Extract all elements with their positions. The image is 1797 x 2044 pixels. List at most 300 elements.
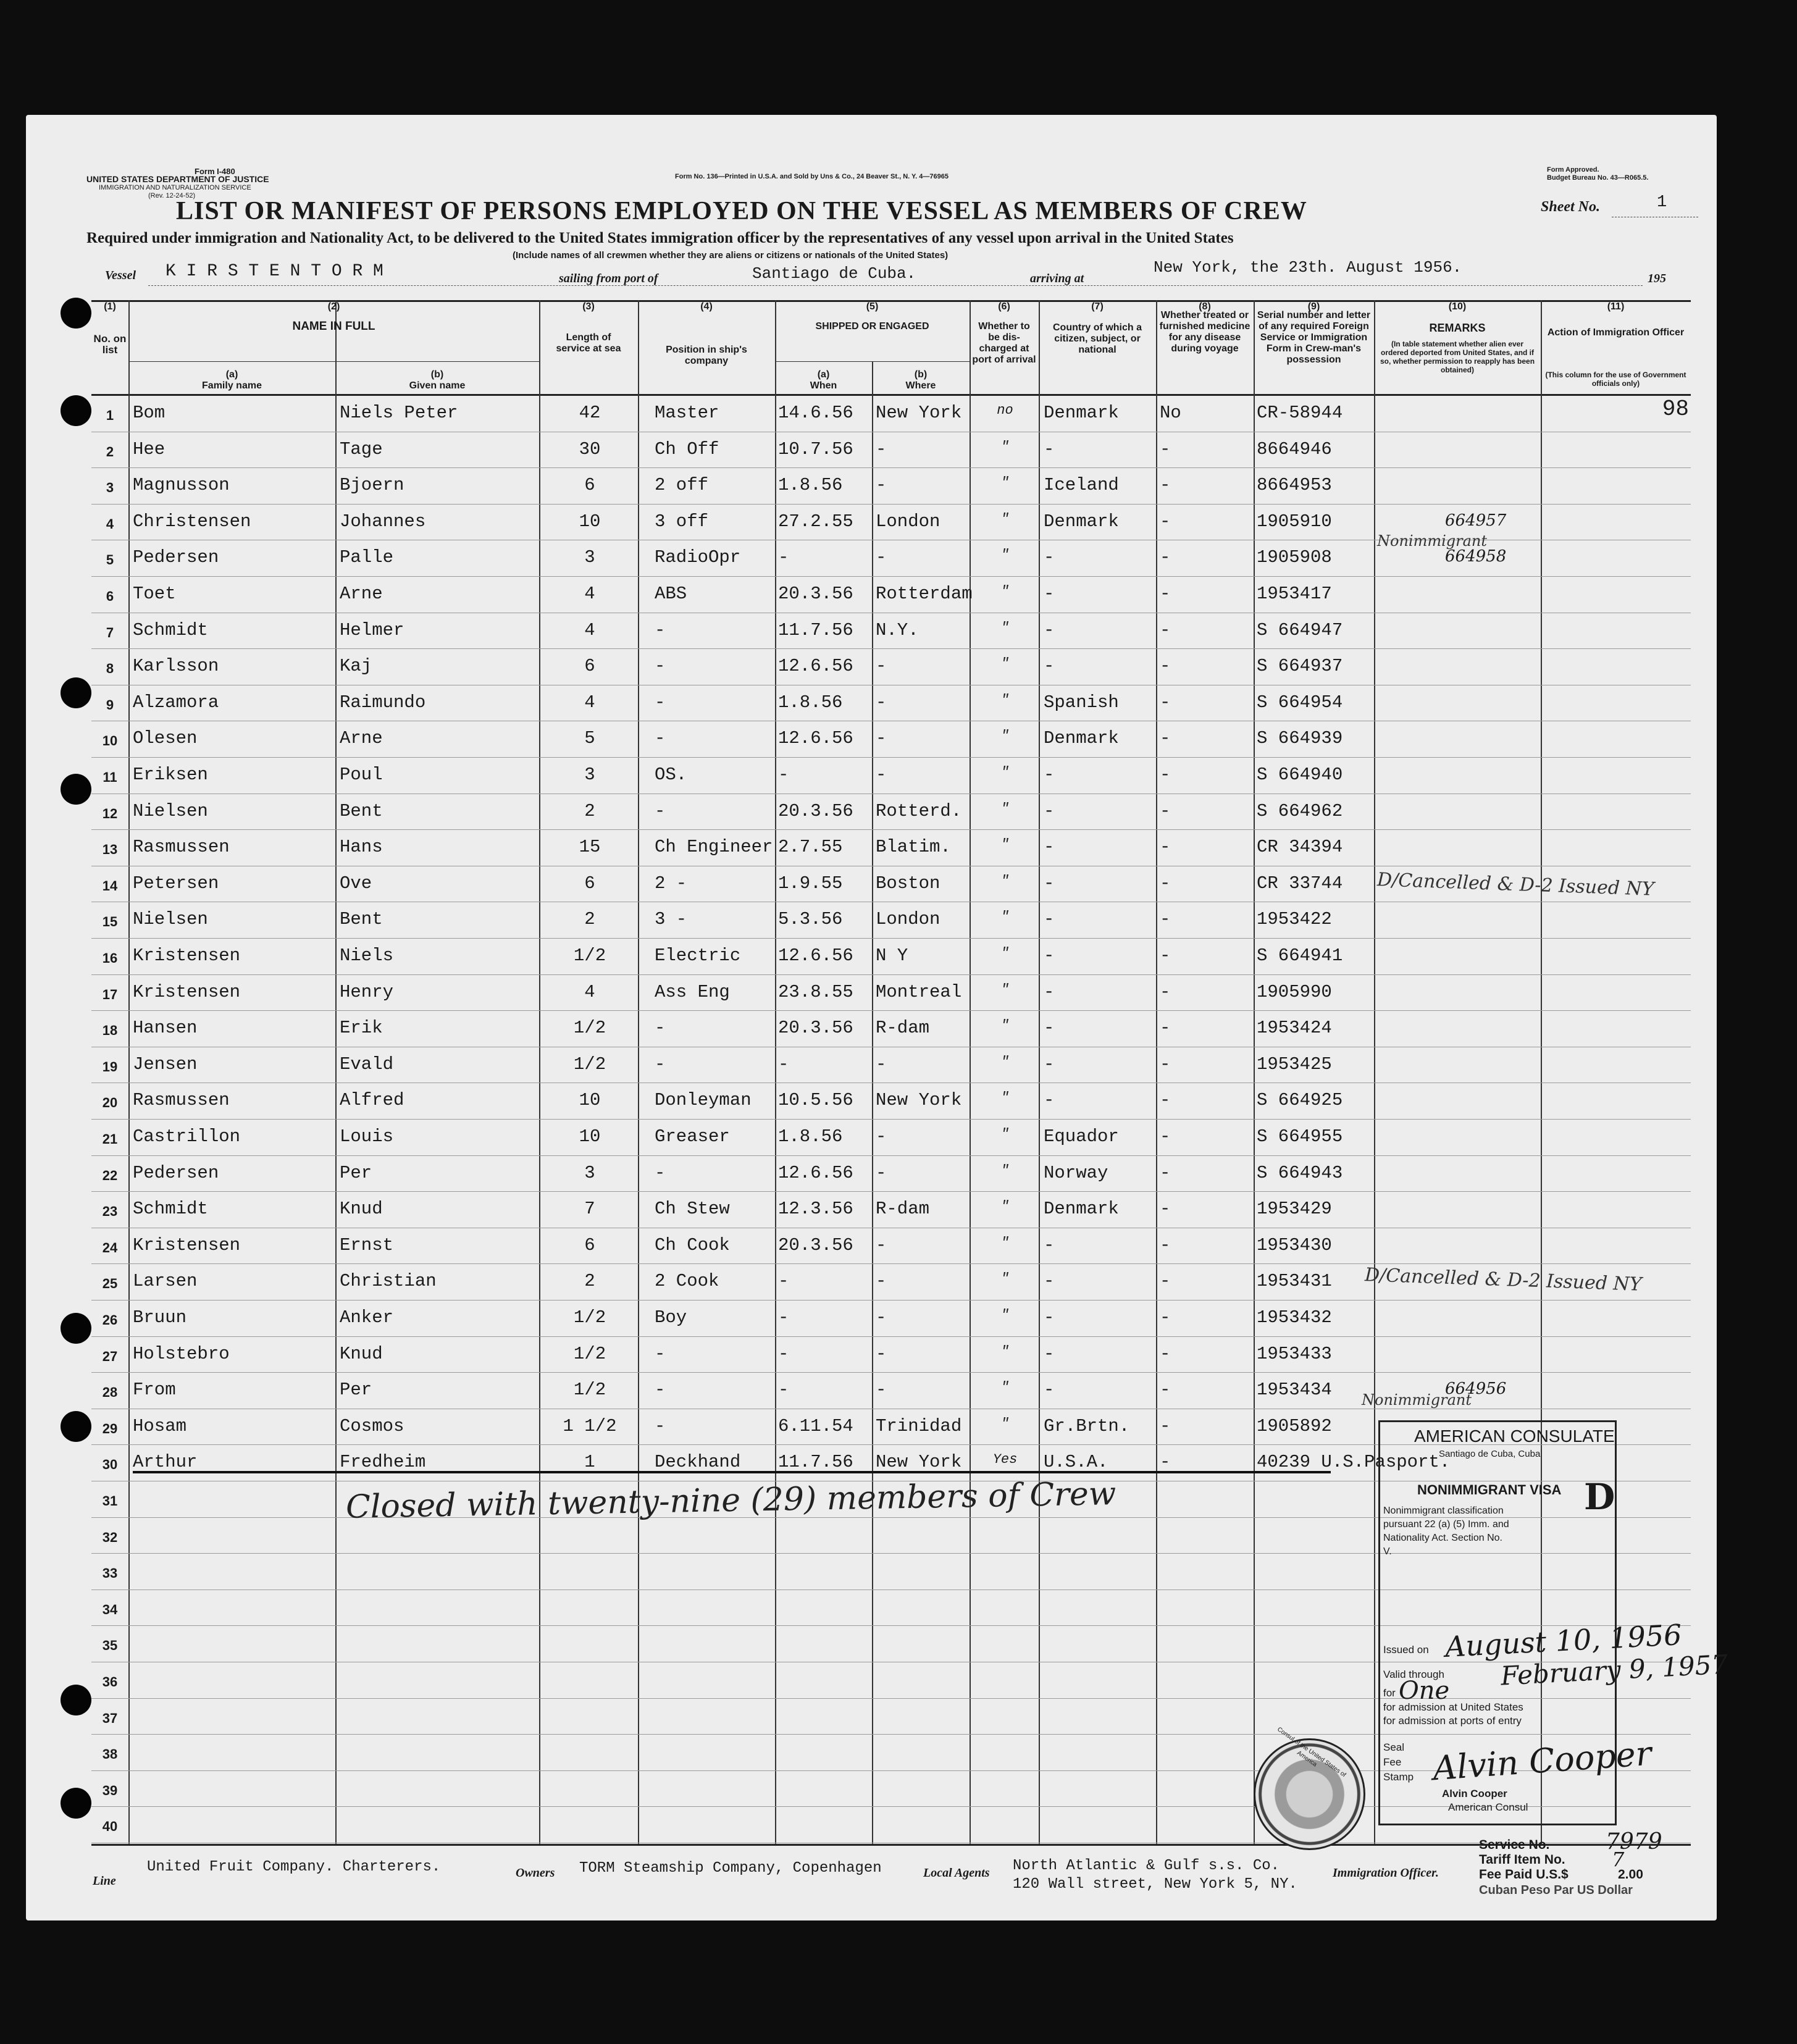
cell-service: 6 (584, 873, 595, 894)
cell-family: Christensen (133, 511, 251, 532)
cell-service: 10 (579, 1090, 601, 1111)
cell-disch: " (1000, 728, 1010, 744)
cell-position: Ch Engineer (655, 837, 773, 858)
row-number: 34 (102, 1601, 118, 1617)
cell-position: - (655, 1415, 666, 1436)
row-rule (91, 467, 1691, 468)
cell-when: 11.7.56 (778, 619, 853, 640)
cell-family: Larsen (133, 1271, 198, 1292)
punch-hole (61, 1788, 91, 1819)
row-number: 13 (102, 842, 118, 858)
cell-med: - (1160, 1126, 1171, 1147)
stamp-admission-ports: for admission at ports of entry (1383, 1715, 1522, 1727)
cell-serial: 8664946 (1257, 438, 1332, 459)
col-10-number: (10) (1448, 301, 1467, 312)
col-5-header: SHIPPED OR ENGAGED (815, 321, 929, 332)
cell-serial: S 664925 (1257, 1090, 1343, 1111)
row-rule (91, 1010, 1691, 1011)
cell-family: Olesen (133, 728, 198, 749)
stamp-admission: for admission at United States (1383, 1701, 1523, 1713)
cell-med: - (1160, 584, 1171, 604)
cell-med: - (1160, 764, 1171, 785)
cell-given: Henry (340, 981, 394, 1002)
row-number: 7 (106, 624, 114, 640)
cell-position: Boy (655, 1307, 687, 1328)
cell-service: 4 (584, 692, 595, 713)
cell-where: - (876, 692, 887, 713)
remark-row-4-prefix: Nonimmigrant (1377, 532, 1488, 550)
cell-given: Christian (340, 1271, 437, 1292)
sailing-label: sailing from port of (559, 272, 658, 285)
cell-position: - (655, 1053, 666, 1074)
cell-when: 11.7.56 (778, 1452, 853, 1473)
cell-position: Ch Off (655, 438, 719, 459)
cell-given: Kaj (340, 656, 372, 677)
row-rule (91, 974, 1691, 975)
cell-disch: " (1000, 764, 1010, 780)
tariff-value: 7 (1612, 1848, 1625, 1871)
row-number: 26 (102, 1312, 118, 1328)
cell-disch: " (1000, 1234, 1010, 1250)
cell-disch: " (1000, 873, 1010, 889)
cell-family: Eriksen (133, 764, 208, 785)
row-rule (91, 757, 1691, 758)
cell-country: - (1044, 1018, 1055, 1039)
cell-country: - (1044, 656, 1055, 677)
cell-service: 1/2 (573, 1018, 606, 1039)
cell-remarks: 664956 (1445, 1380, 1507, 1399)
cell-given: Poul (340, 764, 383, 785)
cell-med: - (1160, 438, 1171, 459)
cell-med: - (1160, 511, 1171, 532)
column-rule (1039, 300, 1040, 1844)
cell-family: Nielsen (133, 909, 208, 930)
cell-med: - (1160, 981, 1171, 1002)
cell-family: Pedersen (133, 547, 219, 568)
footer-line-value: United Fruit Company. Charterers. (147, 1859, 441, 1875)
cell-where: R-dam (876, 1018, 930, 1039)
row-number: 28 (102, 1384, 118, 1401)
cell-disch: " (1000, 584, 1010, 599)
cell-disch: " (1000, 475, 1010, 491)
stamp-officer-title: American Consul (1448, 1801, 1528, 1813)
row-rule (91, 504, 1691, 505)
cell-country: - (1044, 584, 1055, 604)
cell-service: 42 (579, 403, 601, 423)
footer-line-label: Line (93, 1874, 116, 1888)
cell-family: Schmidt (133, 619, 208, 640)
cell-service: 2 (584, 800, 595, 821)
cell-position: ABS (655, 584, 687, 604)
cell-service: 6 (584, 656, 595, 677)
cell-serial: 1905908 (1257, 547, 1332, 568)
cell-disch: " (1000, 1343, 1010, 1359)
cell-position: Donleyman (655, 1090, 752, 1111)
cell-serial: 1953432 (1257, 1307, 1332, 1328)
row-number: 14 (102, 877, 118, 894)
cell-service: 10 (579, 1126, 601, 1147)
column-rule (128, 300, 130, 1844)
row-number: 31 (102, 1493, 118, 1509)
col-2-header: NAME IN FULL (292, 320, 375, 333)
row-number: 37 (102, 1710, 118, 1726)
cell-serial: CR 33744 (1257, 873, 1343, 894)
remark-row-25: D/Cancelled & D-2 Issued NY (1364, 1264, 1643, 1296)
remark-row-28-prefix: Nonimmigrant (1362, 1391, 1472, 1409)
row-number: 18 (102, 1023, 118, 1039)
cell-where: New York (876, 1452, 962, 1473)
cell-family: Kristensen (133, 1234, 241, 1255)
cell-when: - (778, 764, 789, 785)
cell-country: - (1044, 619, 1055, 640)
cell-country: - (1044, 945, 1055, 966)
col-2b-letter: (b) (430, 369, 444, 380)
cell-where: - (876, 656, 887, 677)
col-1-number: (1) (104, 301, 116, 312)
col-2b-header: Given name (409, 380, 466, 391)
cell-position: - (655, 1018, 666, 1039)
col-1-header: No. on list (93, 333, 127, 356)
cell-where: - (876, 1271, 887, 1292)
cell-country: - (1044, 547, 1055, 568)
cell-family: Holstebro (133, 1343, 230, 1364)
cell-where: London (876, 909, 940, 930)
sheet-label: Sheet No. (1541, 199, 1600, 215)
cell-country: Gr.Brtn. (1044, 1415, 1130, 1436)
cell-when: - (778, 1380, 789, 1401)
footer-owners-label: Owners (516, 1866, 555, 1880)
col-11-number: (11) (1607, 301, 1625, 312)
cell-service: 1 1/2 (563, 1415, 617, 1436)
row-number: 27 (102, 1348, 118, 1364)
cell-position: 2 - (655, 873, 687, 894)
cell-given: Erik (340, 1018, 383, 1039)
row-rule (91, 648, 1691, 649)
stamp-consulate: AMERICAN CONSULATE (1414, 1426, 1615, 1446)
cell-where: Trinidad (876, 1415, 962, 1436)
footer-owners-value: TORM Steamship Company, Copenhagen (579, 1860, 882, 1877)
cell-med: - (1160, 1415, 1171, 1436)
cell-given: Ernst (340, 1234, 394, 1255)
sheet-number: 1 (1657, 193, 1667, 212)
col-4-number: (4) (700, 301, 713, 312)
cell-serial: CR 34394 (1257, 837, 1343, 858)
cell-when: 5.3.56 (778, 909, 843, 930)
cell-med: - (1160, 800, 1171, 821)
stamp-valid-label: Valid through (1383, 1669, 1444, 1680)
cell-country: - (1044, 800, 1055, 821)
punch-hole (61, 677, 91, 708)
cell-position: - (655, 619, 666, 640)
cell-service: 2 (584, 909, 595, 930)
row-rule (91, 829, 1691, 830)
cell-med: - (1160, 656, 1171, 677)
cell-when: 1.8.56 (778, 475, 843, 496)
cell-country: - (1044, 1271, 1055, 1292)
cell-service: 1/2 (573, 1053, 606, 1074)
cell-position: Electric (655, 945, 741, 966)
cell-serial: 1953429 (1257, 1199, 1332, 1220)
row-number: 9 (106, 697, 114, 713)
row-rule (91, 1263, 1691, 1264)
cell-serial: S 664962 (1257, 800, 1343, 821)
cell-disch: " (1000, 981, 1010, 997)
stamp-line-2: pursuant 22 (a) (5) Imm. and (1383, 1519, 1509, 1530)
cell-service: 10 (579, 511, 601, 532)
cell-disch: " (1000, 1162, 1010, 1178)
cell-disch: " (1000, 511, 1010, 527)
cell-when: 27.2.55 (778, 511, 853, 532)
cell-service: 4 (584, 619, 595, 640)
punch-hole (61, 1411, 91, 1442)
cell-serial: S 664947 (1257, 619, 1343, 640)
cell-position: - (655, 800, 666, 821)
cell-when: - (778, 1307, 789, 1328)
sailing-port: Santiago de Cuba. (752, 264, 916, 283)
row-rule (91, 938, 1691, 939)
stamp-valid-date: February 9, 1957 (1499, 1649, 1729, 1691)
cell-disch: " (1000, 1380, 1010, 1396)
cell-service: 1/2 (573, 1343, 606, 1364)
cell-where: - (876, 728, 887, 749)
cell-country: - (1044, 981, 1055, 1002)
form-printer: Form No. 136—Printed in U.S.A. and Sold by Uns & Co., 24 Beaver St., N. Y. 4—76965 (675, 173, 949, 180)
cell-family: Kristensen (133, 981, 241, 1002)
cell-family: From (133, 1380, 176, 1401)
page-title: LIST OR MANIFEST OF PERSONS EMPLOYED ON THE VESSEL AS MEMBERS OF CREW (176, 197, 1307, 225)
cell-given: Niels Peter (340, 403, 458, 423)
cell-country: - (1044, 1307, 1055, 1328)
cell-position: 3 - (655, 909, 687, 930)
cell-given: Ove (340, 873, 372, 894)
column-rule (1254, 300, 1255, 1844)
cell-given: Raimundo (340, 692, 426, 713)
cell-service: 5 (584, 728, 595, 749)
form-number: Form I-480 (195, 167, 235, 176)
row-rule (91, 1119, 1691, 1120)
seal-text: Consul of the United States of America (1276, 1726, 1347, 1779)
cell-when: 2.7.55 (778, 837, 843, 858)
tariff-label: Tariff Item No. (1479, 1853, 1565, 1867)
cell-family: Alzamora (133, 692, 219, 713)
stamp-issued-date: August 10, 1956 (1444, 1618, 1683, 1664)
fee-value: 2.00 (1618, 1867, 1643, 1882)
cell-where: - (876, 1162, 887, 1183)
cell-country: U.S.A. (1044, 1452, 1108, 1473)
cell-med: - (1160, 1271, 1171, 1292)
cell-given: Hans (340, 837, 383, 858)
cell-family: Arthur (133, 1452, 198, 1473)
cell-family: Hosam (133, 1415, 187, 1436)
stamp-line-4: V. (1383, 1546, 1392, 1557)
cell-where: Montreal (876, 981, 962, 1002)
table-header-bottom (91, 394, 1691, 396)
cell-position: 2 off (655, 475, 709, 496)
row-number: 33 (102, 1565, 118, 1581)
cell-family: Pedersen (133, 1162, 219, 1183)
cell-where: Blatim. (876, 837, 951, 858)
cell-position: - (655, 728, 666, 749)
cell-med: - (1160, 1452, 1171, 1473)
cell-med: - (1160, 728, 1171, 749)
cell-disch: " (1000, 1018, 1010, 1034)
col-5-number: (5) (866, 301, 879, 312)
cell-when: 23.8.55 (778, 981, 853, 1002)
row-number: 29 (102, 1420, 118, 1436)
row-number: 17 (102, 986, 118, 1002)
cell-position: Deckhand (655, 1452, 741, 1473)
cell-given: Bent (340, 800, 383, 821)
column-rule (335, 300, 337, 1844)
cell-serial: 8664953 (1257, 475, 1332, 496)
cell-remarks: 664957 (1445, 511, 1507, 530)
cell-family: Magnusson (133, 475, 230, 496)
cell-service: 2 (584, 1271, 595, 1292)
cell-serial: 1953433 (1257, 1343, 1332, 1364)
cell-when: - (778, 547, 789, 568)
row-number: 30 (102, 1457, 118, 1473)
cell-when: 1.8.56 (778, 1126, 843, 1147)
cell-service: 30 (579, 438, 601, 459)
cell-disch: Yes (992, 1452, 1018, 1468)
page-subnote: (Include names of all crewmen whether they are aliens or citizens or nationals of the United States) (513, 250, 949, 261)
cell-country: - (1044, 1234, 1055, 1255)
cell-position: Greaser (655, 1126, 730, 1147)
cell-where: N.Y. (876, 619, 919, 640)
punch-hole (61, 395, 91, 426)
col-5b-letter: (b) (914, 369, 928, 380)
cell-where: - (876, 1053, 887, 1074)
cell-serial: S 664954 (1257, 692, 1343, 713)
cell-where: - (876, 764, 887, 785)
row-number: 2 (106, 443, 114, 459)
cell-med: - (1160, 1307, 1171, 1328)
col-2a-header: Family name (202, 380, 262, 391)
cell-given: Cosmos (340, 1415, 404, 1436)
cell-disch: " (1000, 438, 1010, 454)
cell-when: 10.5.56 (778, 1090, 853, 1111)
cell-when: 20.3.56 (778, 1234, 853, 1255)
cell-service: 3 (584, 1162, 595, 1183)
cell-country: - (1044, 438, 1055, 459)
punch-hole (61, 1313, 91, 1344)
cell-given: Per (340, 1162, 372, 1183)
cell-med: - (1160, 619, 1171, 640)
col-5b-header: Where (905, 380, 936, 391)
stamp-line-1: Nonimmigrant classification (1383, 1506, 1504, 1516)
cell-serial: 1905892 (1257, 1415, 1332, 1436)
cell-service: 1/2 (573, 945, 606, 966)
row-rule (91, 1191, 1691, 1192)
stamp-fee-label: Fee (1383, 1756, 1402, 1768)
cell-family: Petersen (133, 873, 219, 894)
cell-where: R-dam (876, 1199, 930, 1220)
cell-med: - (1160, 692, 1171, 713)
cell-disch: " (1000, 837, 1010, 853)
cell-med: - (1160, 837, 1171, 858)
col-7-header: Country of which a citizen, subject, or national (1053, 322, 1142, 355)
row-number: 35 (102, 1638, 118, 1654)
cell-disch: " (1000, 692, 1010, 708)
cell-med: - (1160, 1380, 1171, 1401)
cell-disch: " (1000, 909, 1010, 925)
vessel-name: K I R S T E N T O R M (165, 262, 383, 281)
row-number: 15 (102, 914, 118, 930)
remark-row-14: D/Cancelled & D-2 Issued NY (1376, 869, 1655, 900)
cell-position: Ch Stew (655, 1199, 730, 1220)
cell-family: Castrillon (133, 1126, 241, 1147)
column-rule (872, 361, 873, 1844)
col-11-header: Action of Immigration Officer (1547, 327, 1685, 338)
row-number: 10 (102, 733, 118, 749)
cell-med: No (1160, 403, 1181, 423)
stamp-visa-type: NONIMMIGRANT VISA (1417, 1482, 1562, 1497)
service-no-value: 7979 (1606, 1829, 1662, 1854)
cell-when: 20.3.56 (778, 1018, 853, 1039)
cell-country: Denmark (1044, 403, 1119, 423)
row-number: 4 (106, 516, 114, 532)
cell-family: Rasmussen (133, 1090, 230, 1111)
col-11-note: (This column for the use of Government officials only) (1545, 371, 1686, 388)
cell-service: 6 (584, 475, 595, 496)
closed-note: Closed with twenty-nine (29) members of Crew (345, 1475, 1116, 1526)
row-rule (91, 1300, 1691, 1301)
footer-officer-label: Immigration Officer. (1333, 1866, 1439, 1880)
cell-where: - (876, 438, 887, 459)
cell-when: 12.6.56 (778, 728, 853, 749)
cell-serial: CR-58944 (1257, 403, 1343, 423)
cell-family: Hee (133, 438, 165, 459)
row-number: 11 (103, 769, 117, 785)
cell-country: Denmark (1044, 511, 1119, 532)
cell-disch: " (1000, 1271, 1010, 1287)
cell-service: 4 (584, 981, 595, 1002)
cell-serial: 1953425 (1257, 1053, 1332, 1074)
row-number: 5 (106, 552, 114, 568)
cell-country: - (1044, 1343, 1055, 1364)
cell-med: - (1160, 873, 1171, 894)
cell-disch: " (1000, 547, 1010, 563)
punch-hole (61, 774, 91, 805)
cell-family: Kristensen (133, 945, 241, 966)
form-agency: UNITED STATES DEPARTMENT OF JUSTICE (86, 174, 269, 184)
cell-country: - (1044, 909, 1055, 930)
cell-med: - (1160, 1343, 1171, 1364)
cell-country: - (1044, 1090, 1055, 1111)
cell-serial: 1953431 (1257, 1271, 1332, 1292)
stamp-signature: Alvin Cooper (1431, 1733, 1653, 1788)
cell-med: - (1160, 945, 1171, 966)
cell-given: Alfred (340, 1090, 404, 1111)
column-rule (775, 300, 776, 1844)
cell-family: Hansen (133, 1018, 198, 1039)
cell-family: Rasmussen (133, 837, 230, 858)
cell-where: - (876, 1234, 887, 1255)
stamp-seal-label: Seal (1383, 1741, 1405, 1753)
cell-where: - (876, 475, 887, 496)
cell-position: 3 off (655, 511, 709, 532)
cell-country: - (1044, 873, 1055, 894)
cell-given: Niels (340, 945, 394, 966)
row-number: 40 (102, 1819, 118, 1835)
cell-where: - (876, 1126, 887, 1147)
col-7-number: (7) (1091, 301, 1104, 312)
col-6-header: Whether to be dis-charged at port of arrival (972, 321, 1036, 365)
cell-given: Arne (340, 584, 383, 604)
cell-country: - (1044, 1053, 1055, 1074)
row-number: 38 (102, 1746, 118, 1762)
cell-family: Bom (133, 403, 165, 423)
